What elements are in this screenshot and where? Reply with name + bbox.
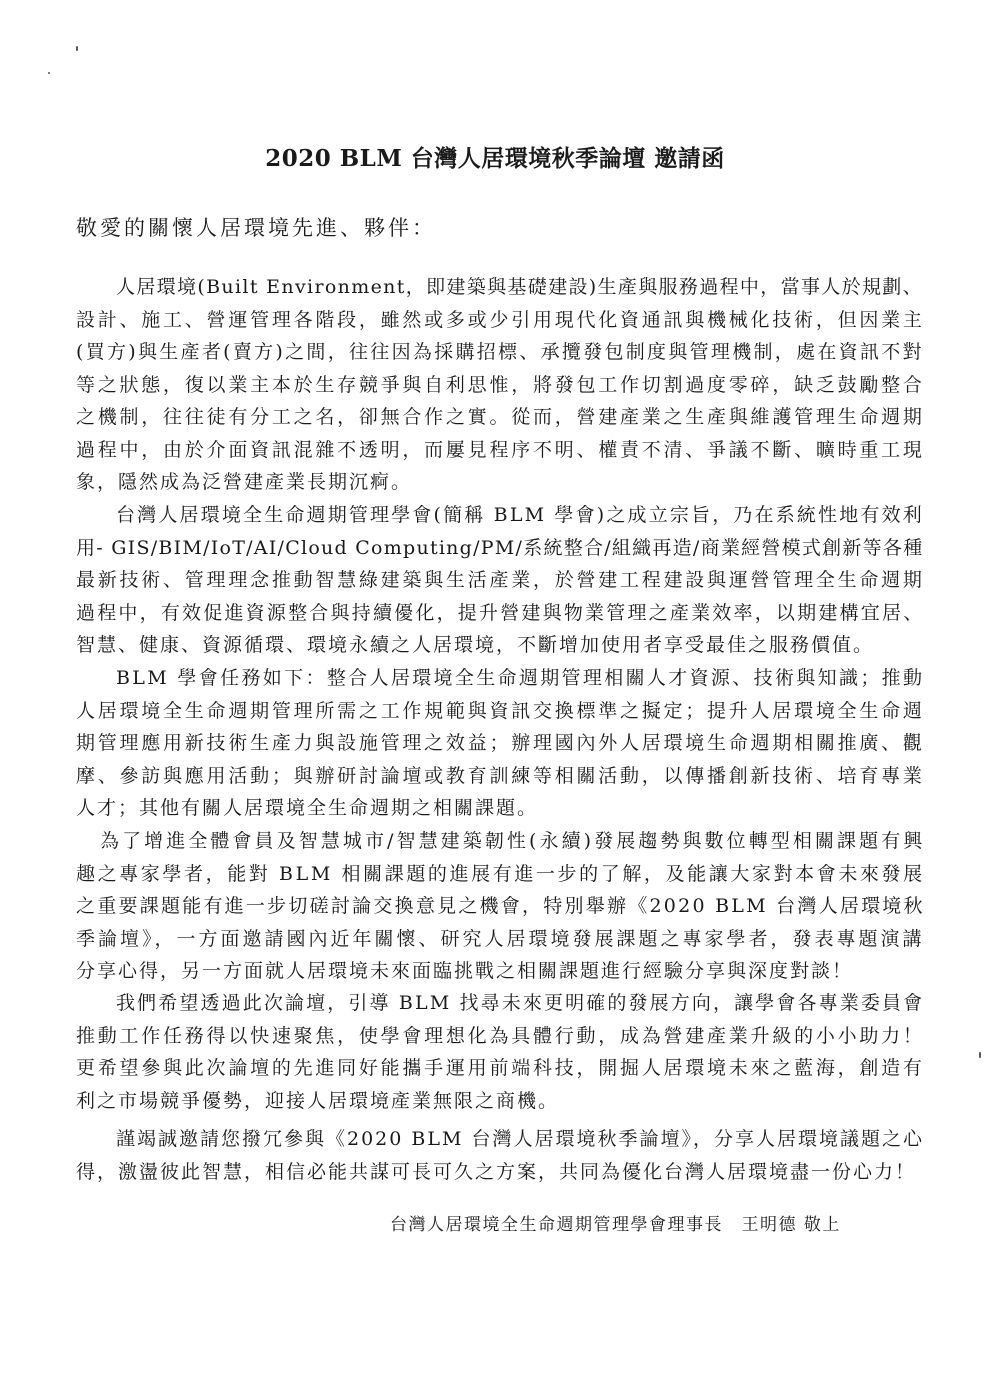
paragraph-line: 謹竭誠邀請您撥冗參與《2020 BLM 台灣人居環境秋季論壇》，分享人居環境議題之心 (116, 1128, 924, 1150)
scan-speck (76, 46, 78, 51)
paragraph-line: 最新技術、管理理念推動智慧綠建築與生活產業，於營建工程建設與運營管理全生命週期 (76, 569, 925, 591)
paragraph-line: 智慧、健康、資源循環、環境永續之人居環境，不斷增加使用者享受最佳之服務價值。 (76, 634, 875, 656)
paragraph-line: (買方)與生產者(賣方)之間，往往因為採購招標、承攬發包制度與管理機制，處在資訊不對 (76, 341, 924, 363)
paragraph-line: BLM 學會任務如下：整合人居環境全生命週期管理相關人才資源、技術與知識；推動 (116, 667, 925, 689)
paragraph-line: 象，隱然成為泛營建產業長期沉痾。 (76, 471, 413, 493)
paragraph-line: 季論壇》，一方面邀請國內近年關懷、研究人居環境發展課題之專家學者，發表專題演講 (76, 928, 925, 950)
paragraph-line: 分享心得，另一方面就人居環境未來面臨挑戰之相關課題進行經驗分享與深度對談！ (76, 960, 854, 982)
scan-speck (979, 1052, 981, 1058)
paragraph-line: 利之市場競爭優勢，迎接人居環境產業無限之商機。 (76, 1090, 560, 1112)
scan-speck (48, 72, 50, 74)
signature: 台灣人居環境全生命週期管理學會理事長 王明德 敬上 (390, 1215, 841, 1235)
paragraph-line: 我們希望透過此次論壇，引導 BLM 找尋未來更明確的發展方向，讓學會各專業委員會 (116, 992, 925, 1014)
document-title: 2020 BLM 台灣人居環境秋季論壇 邀請函 (265, 145, 725, 172)
paragraph-line: 為了增進全體會員及智慧城市/智慧建築韌性(永續)發展趨勢與數位轉型相關課題有興 (100, 830, 926, 852)
paragraph-line: 推動工作任務得以快速聚焦，使學會理想化為具體行動，成為營建產業升級的小小助力！ (76, 1025, 925, 1047)
paragraph-line: 人居環境全生命週期管理所需之工作規範與資訊交換標準之擬定；提升人居環境全生命週 (76, 700, 925, 722)
paragraph-line: 期管理應用新技術生產力與設施管理之效益；辦理國內外人居環境生命週期相關推廣、觀 (76, 732, 925, 754)
paragraph-line: 台灣人居環境全生命週期管理學會(簡稱 BLM 學會)之成立宗旨，乃在系統性地有效利 (116, 504, 924, 526)
paragraph-line: 設計、施工、營運管理各階段，雖然或多或少引用現代化資通訊與機械化技術，但因業主 (76, 309, 925, 331)
paragraph-line: 更希望參與此次論壇的先進同好能攜手運用前端科技，開掘人居環境未來之藍海，創造有 (76, 1057, 925, 1079)
paragraph-line: 人才；其他有關人居環境全生命週期之相關課題。 (76, 797, 539, 819)
paragraph-line: 摩、參訪與應用活動；與辦研討論壇或教育訓練等相關活動，以傳播創新技術、培育專業 (76, 765, 925, 787)
paragraph-line: 之重要課題能有進一步切磋討論交換意見之機會，特別舉辦《2020 BLM 台灣人居環境秋 (76, 895, 925, 917)
salutation: 敬愛的關懷人居環境先進、夥伴： (76, 216, 436, 240)
paragraph-line: 之機制，往往徒有分工之名，卻無合作之實。從而，營建產業之生產與維護管理生命週期 (76, 406, 925, 428)
paragraph-line: 得，激盪彼此智慧，相信必能共謀可長可久之方案，共同為優化台灣人居環境盡一份心力！ (76, 1161, 917, 1183)
paragraph-line: 人居環境(Built Environment，即建築與基礎建設)生產與服務過程中，當事人於規劃、 (116, 276, 923, 298)
paragraph-line: 等之狀態，復以業主本於生存競爭與自利思惟，將發包工作切割過度零碎，缺乏鼓勵整合 (76, 374, 925, 396)
paragraph-line: 趣之專家學者，能對 BLM 相關課題的進展有進一步的了解，及能讓大家對本會未來發展 (76, 863, 925, 885)
paragraph-line: 過程中，有效促進資源整合與持續優化，提升營建與物業管理之產業效率，以期建構宜居、 (76, 602, 925, 624)
paragraph-line: 用- GIS/BIM/IoT/AI/Cloud Computing/PM/系統整合/組織再造/商業經營模式創新等各種 (76, 537, 924, 559)
paragraph-line: 過程中，由於介面資訊混雜不透明，而屢見程序不明、權責不清、爭議不斷、曠時重工現 (76, 439, 925, 461)
